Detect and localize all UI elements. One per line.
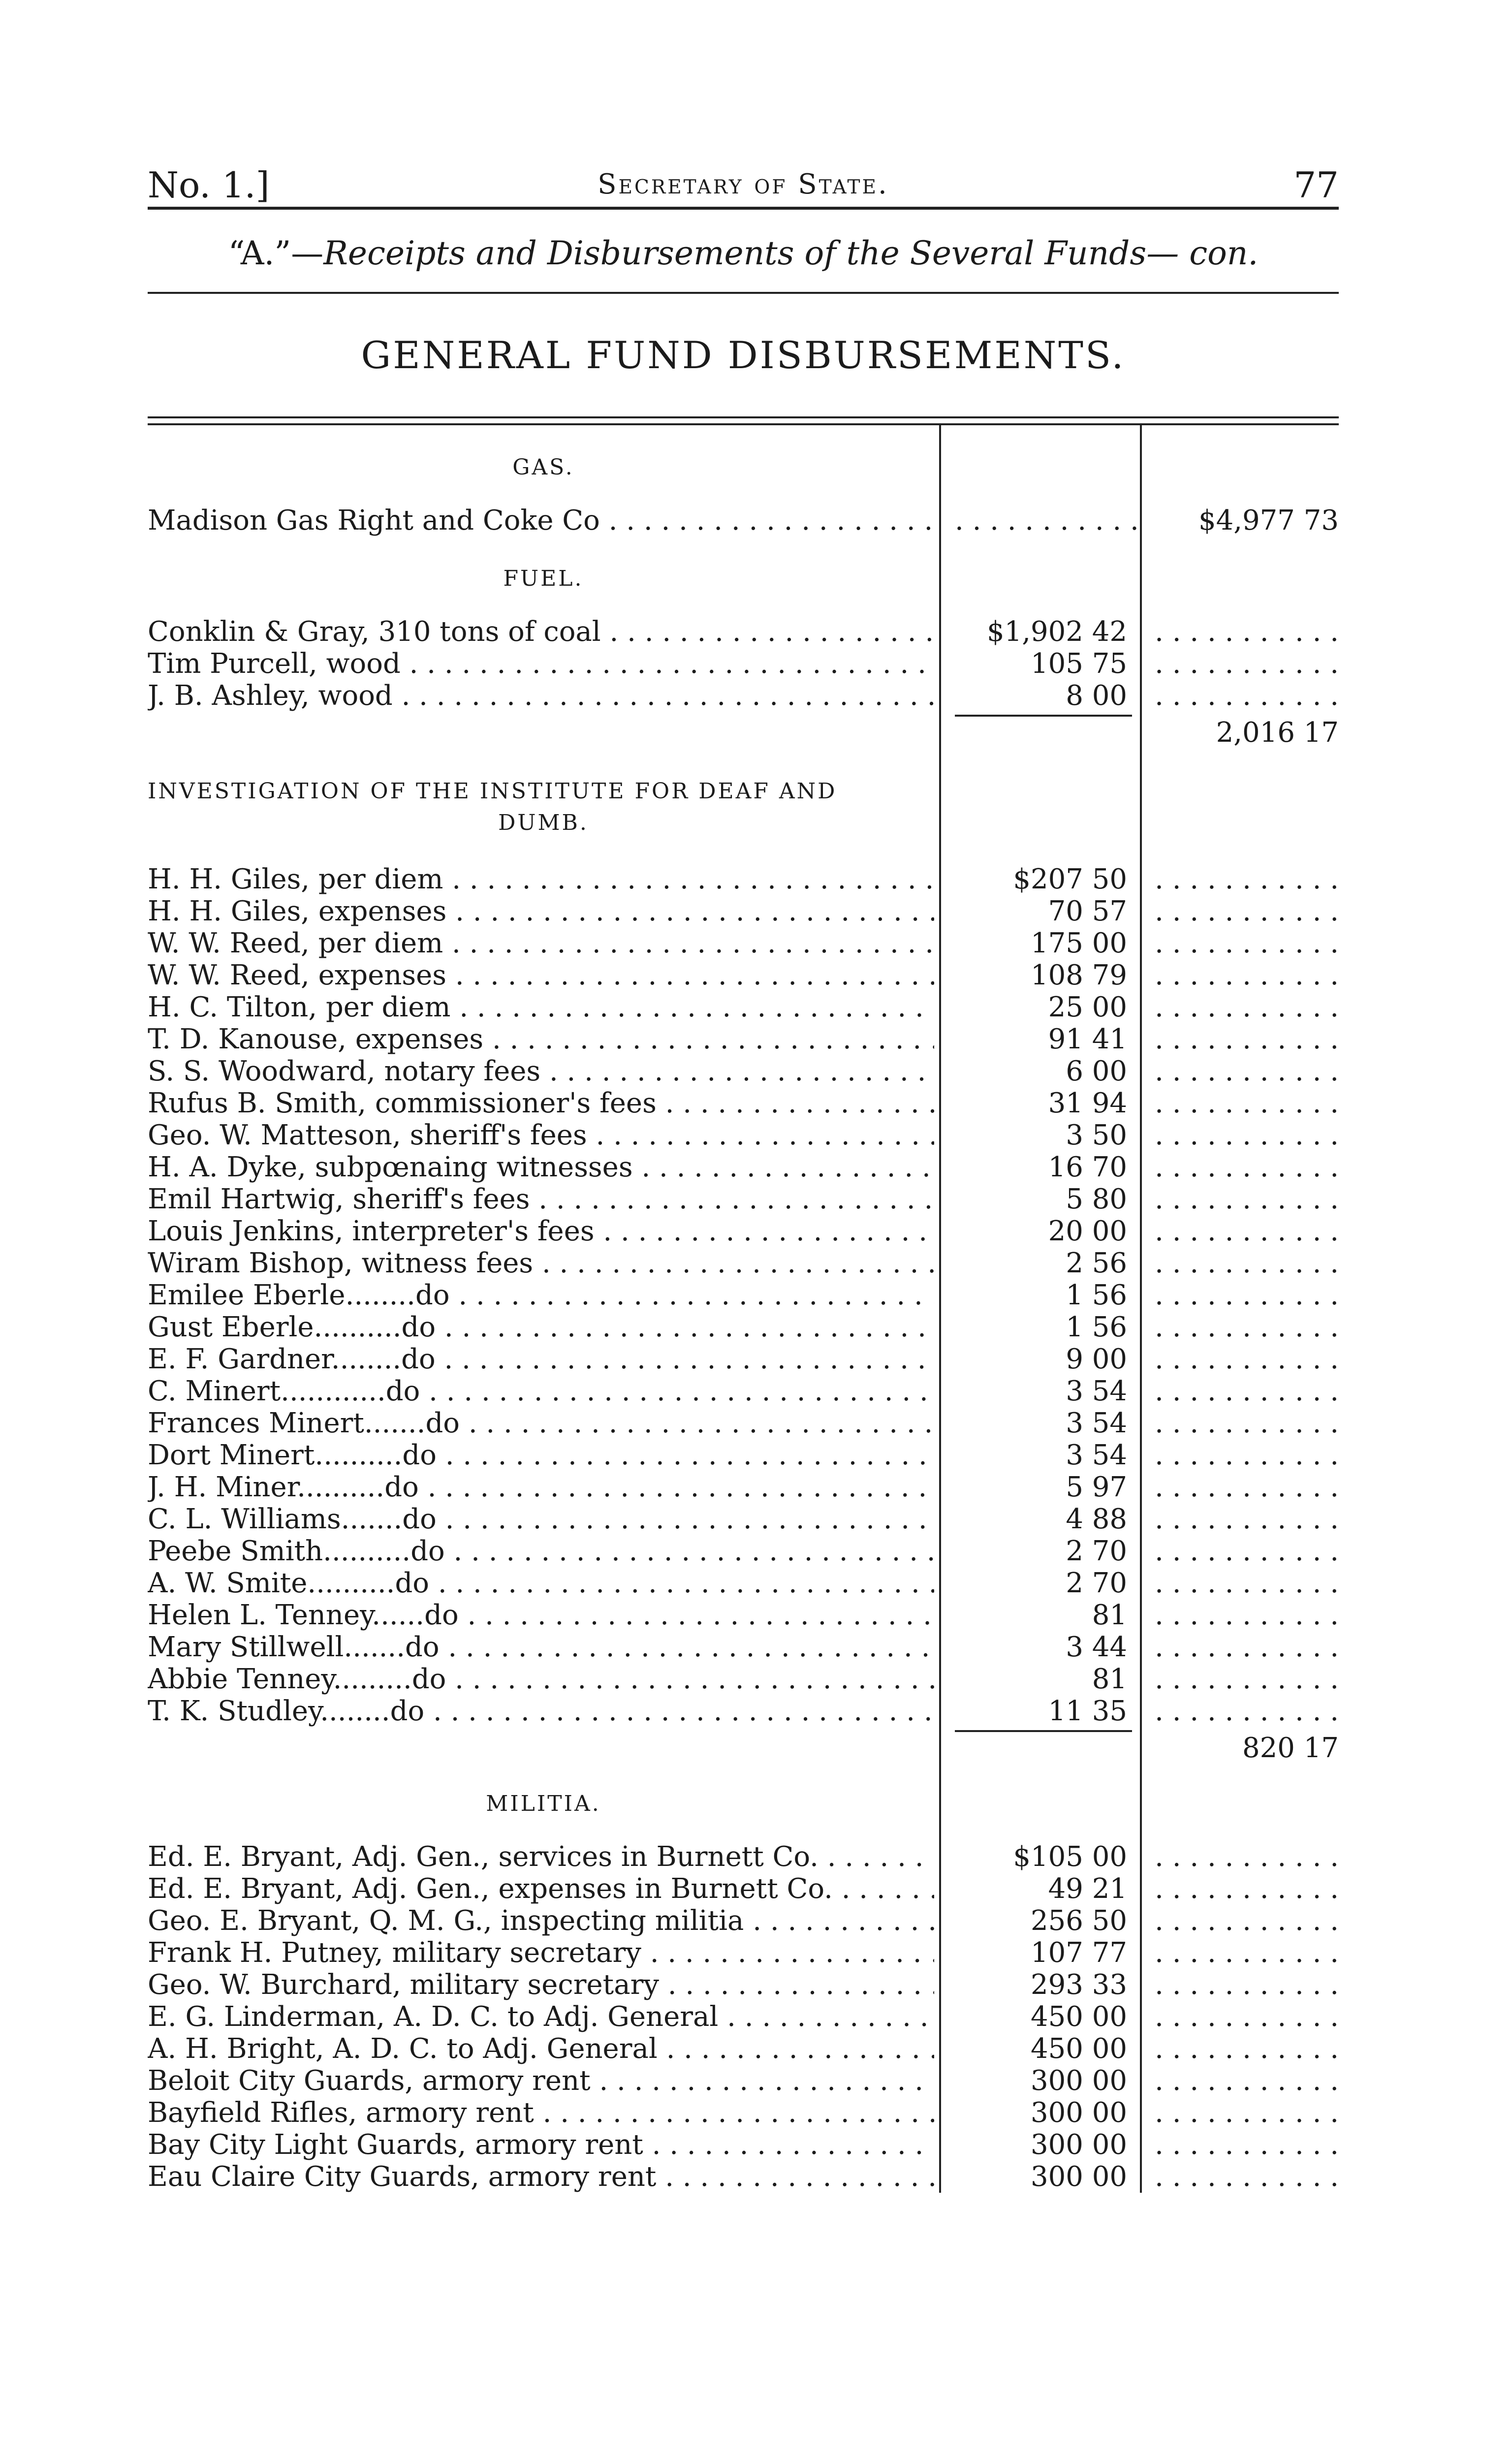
table-row <box>148 1215 1339 1247</box>
heading-line-2: DUMB. <box>498 810 589 835</box>
amount-cell: 300 00 <box>1031 2097 1127 2129</box>
table-row <box>148 1969 1339 2001</box>
payee-name: Emil Hartwig, sheriff's fees . . . <box>148 1183 934 1215</box>
table-row <box>148 863 1339 895</box>
payee-name: S. S. Woodward, notary fees . . . <box>148 1055 934 1087</box>
payee-name: W. W. Reed, per diem . . . <box>148 927 934 959</box>
table-row <box>148 1535 1339 1567</box>
total-cell-empty <box>1152 2065 1339 2097</box>
heading-line-1: INVESTIGATION OF THE INSTITUTE FOR DEAF AND <box>148 779 837 804</box>
table-row <box>148 1087 1339 1119</box>
payee-name: Geo. W. Matteson, sheriff's fees . . . <box>148 1119 934 1151</box>
subtitle-suffix: — con. <box>1146 234 1259 272</box>
total-cell-empty <box>1152 1343 1339 1375</box>
payee-name: J. B. Ashley, wood . . . <box>148 680 934 712</box>
table-row <box>148 680 1339 712</box>
table-row <box>148 1841 1339 1873</box>
total-cell-empty <box>1152 1969 1339 2001</box>
amount-cell: 91 41 <box>1048 1023 1127 1055</box>
table-row <box>148 2161 1339 2193</box>
payee-name: Ed. E. Bryant, Adj. Gen., expenses in Burnett Co. . . . <box>148 1873 934 1905</box>
table-row <box>148 2001 1339 2033</box>
payee-name: E. F. Gardner........do . . . <box>148 1343 934 1375</box>
amount-cell: 4 88 <box>1066 1503 1127 1535</box>
table-row <box>148 1503 1339 1535</box>
amount-cell: 256 50 <box>1031 1905 1127 1937</box>
total-cell-empty <box>1152 1567 1339 1599</box>
total-cell-empty <box>1152 1023 1339 1055</box>
total-cell-empty <box>1152 959 1339 991</box>
table-row <box>148 1567 1339 1599</box>
table-row <box>148 1183 1339 1215</box>
table-row <box>148 2033 1339 2065</box>
total-cell-empty <box>1152 2097 1339 2129</box>
total-cell-empty <box>1152 1279 1339 1311</box>
total-cell-empty <box>1152 1535 1339 1567</box>
amount-cell: 5 97 <box>1066 1471 1127 1503</box>
payee-name: E. G. Linderman, A. D. C. to Adj. General . . . <box>148 2001 934 2033</box>
payee-name: Beloit City Guards, armory rent . . . <box>148 2065 934 2097</box>
amount-cell: 3 54 <box>1066 1375 1127 1407</box>
table-row <box>148 616 1339 648</box>
amount-cell: 108 79 <box>1031 959 1127 991</box>
table-row <box>148 1873 1339 1905</box>
table-row <box>148 1631 1339 1663</box>
amount-cell: 25 00 <box>1048 991 1127 1023</box>
amount-cell: 300 00 <box>1031 2129 1127 2161</box>
table-row <box>148 1343 1339 1375</box>
amount-cell: 81 <box>1092 1663 1127 1695</box>
payee-name: H. A. Dyke, subpœnaing witnesses . . . <box>148 1151 934 1183</box>
amount-cell: 107 77 <box>1031 1937 1127 1969</box>
total-cell-empty <box>1152 1311 1339 1343</box>
payee-name: Ed. E. Bryant, Adj. Gen., services in Burnett Co. . . . <box>148 1841 934 1873</box>
amount-cell: 293 33 <box>1031 1969 1127 2001</box>
payee-name: Geo. E. Bryant, Q. M. G., inspecting militia . . . <box>148 1905 934 1937</box>
table-row <box>148 1599 1339 1631</box>
subtotal-rule <box>955 715 1132 717</box>
total-cell-empty <box>1152 2001 1339 2033</box>
table-row <box>148 2097 1339 2129</box>
total-cell-empty <box>1152 1375 1339 1407</box>
table-row <box>148 1663 1339 1695</box>
table-row <box>148 1439 1339 1471</box>
payee-name: Rufus B. Smith, commissioner's fees . . . <box>148 1087 934 1119</box>
table-row <box>148 959 1339 991</box>
payee-name: Gust Eberle..........do . . . <box>148 1311 934 1343</box>
disbursement-table <box>148 425 1339 2193</box>
total-cell-empty <box>1152 895 1339 927</box>
payee-name: W. W. Reed, expenses . . . <box>148 959 934 991</box>
payee-name: C. Minert............do . . . <box>148 1375 934 1407</box>
table-row <box>148 1905 1339 1937</box>
section-heading-investigation <box>148 746 939 863</box>
table-row <box>148 1937 1339 1969</box>
payee-name: T. K. Studley........do . . . <box>148 1695 934 1727</box>
total-cell-empty <box>1152 1151 1339 1183</box>
total-cell-empty <box>1152 863 1339 895</box>
total-cell-empty <box>1152 1663 1339 1695</box>
payee-name: Wiram Bishop, witness fees . . . <box>148 1247 934 1279</box>
total-cell-empty <box>1152 1631 1339 1663</box>
total-cell-empty <box>1152 1503 1339 1535</box>
amount-cell: 450 00 <box>1031 2001 1127 2033</box>
section-heading-fuel: FUEL. <box>503 566 584 591</box>
section-heading-gas: GAS. <box>512 455 574 480</box>
total-cell-empty <box>1152 1471 1339 1503</box>
section-title: GENERAL FUND DISBURSEMENTS. <box>361 333 1126 377</box>
payee-name: Louis Jenkins, interpreter's fees . . . <box>148 1215 934 1247</box>
payee-name: Bay City Light Guards, armory rent . . . <box>148 2129 934 2161</box>
table-row <box>148 1471 1339 1503</box>
table-row <box>148 1151 1339 1183</box>
table-subtitle <box>148 210 1339 292</box>
payee-name: H. H. Giles, per diem . . . <box>148 863 934 895</box>
table-row <box>148 1247 1339 1279</box>
document-number: No. 1.] <box>148 164 270 206</box>
total-cell-empty <box>1152 2033 1339 2065</box>
payee-name: H. C. Tilton, per diem . . . <box>148 991 934 1023</box>
total-cell-empty <box>1152 1055 1339 1087</box>
total-cell-empty <box>1152 1247 1339 1279</box>
subtotal-row <box>148 1727 1339 1762</box>
amount-cell: 105 75 <box>1031 648 1127 680</box>
amount-cell: $105 00 <box>1013 1841 1127 1873</box>
amount-cell: $1,902 42 <box>986 616 1127 648</box>
total-cell-empty <box>1152 2129 1339 2161</box>
amount-cell: 1 56 <box>1066 1279 1127 1311</box>
amount-cell: 6 00 <box>1066 1055 1127 1087</box>
total-cell-empty <box>1152 1937 1339 1969</box>
table-row <box>148 1407 1339 1439</box>
amount-cell: 2 56 <box>1066 1247 1127 1279</box>
amount-cell: 16 70 <box>1048 1151 1127 1183</box>
payee-name: H. H. Giles, expenses . . . <box>148 895 934 927</box>
table-row <box>148 648 1339 680</box>
payee-name: Geo. W. Burchard, military secretary . . . <box>148 1969 934 2001</box>
document-page <box>148 148 1339 2193</box>
amount-cell: 8 00 <box>1066 680 1127 712</box>
amount-cell: 3 44 <box>1066 1631 1127 1663</box>
payee-name: C. L. Williams.......do . . . <box>148 1503 934 1535</box>
table-row <box>148 991 1339 1023</box>
total-cell: $4,977 73 <box>1198 505 1339 536</box>
total-cell-empty <box>1152 1215 1339 1247</box>
total-cell-empty <box>1152 1599 1339 1631</box>
amount-cell: 175 00 <box>1031 927 1127 959</box>
amount-cell: $207 50 <box>1013 863 1127 895</box>
table-row <box>148 1695 1339 1727</box>
total-cell-empty <box>1152 680 1339 712</box>
subtotal-row <box>148 712 1339 749</box>
table-row <box>148 1279 1339 1311</box>
amount-cell <box>955 505 1127 536</box>
amount-cell: 9 00 <box>1066 1343 1127 1375</box>
payee-name: A. W. Smite..........do . . . <box>148 1567 934 1599</box>
amount-cell: 3 54 <box>1066 1407 1127 1439</box>
payee-name: T. D. Kanouse, expenses . . . <box>148 1023 934 1055</box>
total-cell-empty <box>1152 1119 1339 1151</box>
payee-name: Abbie Tenney.........do . . . <box>148 1663 934 1695</box>
amount-cell: 2 70 <box>1066 1535 1127 1567</box>
table-row <box>148 2065 1339 2097</box>
table-row <box>148 895 1339 927</box>
payee-name: A. H. Bright, A. D. C. to Adj. General . . . <box>148 2033 934 2065</box>
section-heading-militia: MILITIA. <box>486 1791 601 1816</box>
payee-name: Peebe Smith..........do . . . <box>148 1535 934 1567</box>
total-cell-empty <box>1152 927 1339 959</box>
table-row <box>148 1375 1339 1407</box>
table-row <box>148 1311 1339 1343</box>
table-row <box>148 1023 1339 1055</box>
total-cell-empty <box>1152 648 1339 680</box>
subtotal-amount: 820 17 <box>1242 1732 1339 1764</box>
payee-name: J. H. Miner..........do . . . <box>148 1471 934 1503</box>
payee-name: Tim Purcell, wood . . . <box>148 648 934 680</box>
double-rule <box>148 416 1339 425</box>
amount-cell: 300 00 <box>1031 2161 1127 2193</box>
amount-cell: 11 35 <box>1048 1695 1127 1727</box>
total-cell-empty <box>1152 1695 1339 1727</box>
amount-cell: 5 80 <box>1066 1183 1127 1215</box>
page-number: 77 <box>1293 164 1339 206</box>
total-cell-empty <box>1152 1407 1339 1439</box>
payee-name: Madison Gas Right and Coke Co . . . <box>148 505 934 536</box>
total-cell-empty <box>1152 1873 1339 1905</box>
amount-cell: 31 94 <box>1048 1087 1127 1119</box>
amount-cell: 3 54 <box>1066 1439 1127 1471</box>
payee-name: Dort Minert..........do . . . <box>148 1439 934 1471</box>
table-row <box>148 505 1339 536</box>
amount-cell: 300 00 <box>1031 2065 1127 2097</box>
subtitle-prefix: “A.”— <box>228 234 324 272</box>
total-cell-empty <box>1152 1905 1339 1937</box>
total-cell-empty <box>1152 991 1339 1023</box>
amount-cell: 1 56 <box>1066 1311 1127 1343</box>
amount-cell: 20 00 <box>1048 1215 1127 1247</box>
table-row <box>148 2129 1339 2161</box>
amount-cell: 49 21 <box>1048 1873 1127 1905</box>
total-cell-empty <box>1152 1087 1339 1119</box>
table-row <box>148 1119 1339 1151</box>
total-cell-empty <box>1152 2161 1339 2193</box>
total-cell-empty <box>1152 1183 1339 1215</box>
payee-name: Bayfield Rifles, armory rent . . . <box>148 2097 934 2129</box>
running-header <box>148 148 1339 207</box>
table-row <box>148 927 1339 959</box>
payee-name: Eau Claire City Guards, armory rent . . . <box>148 2161 934 2193</box>
amount-cell: 81 <box>1092 1599 1127 1631</box>
amount-cell: 3 50 <box>1066 1119 1127 1151</box>
payee-name: Mary Stillwell.......do . . . <box>148 1631 934 1663</box>
table-row <box>148 1055 1339 1087</box>
payee-name: Helen L. Tenney......do . . . <box>148 1599 934 1631</box>
total-cell-empty <box>1152 1439 1339 1471</box>
header-title: Secretary of State. <box>598 168 889 200</box>
payee-name: Frank H. Putney, military secretary . . . <box>148 1937 934 1969</box>
amount-cell: 2 70 <box>1066 1567 1127 1599</box>
payee-name: Frances Minert.......do . . . <box>148 1407 934 1439</box>
payee-name: Conklin & Gray, 310 tons of coal . . . <box>148 616 934 648</box>
amount-cell: 70 57 <box>1048 895 1127 927</box>
subtitle-main: Receipts and Disbursements of the Several Funds <box>323 234 1147 272</box>
amount-cell: 450 00 <box>1031 2033 1127 2065</box>
subtotal-amount: 2,016 17 <box>1216 717 1339 749</box>
total-cell-empty <box>1152 1841 1339 1873</box>
subtotal-rule <box>955 1730 1132 1732</box>
total-cell-empty <box>1152 616 1339 648</box>
payee-name: Emilee Eberle........do . . . <box>148 1279 934 1311</box>
